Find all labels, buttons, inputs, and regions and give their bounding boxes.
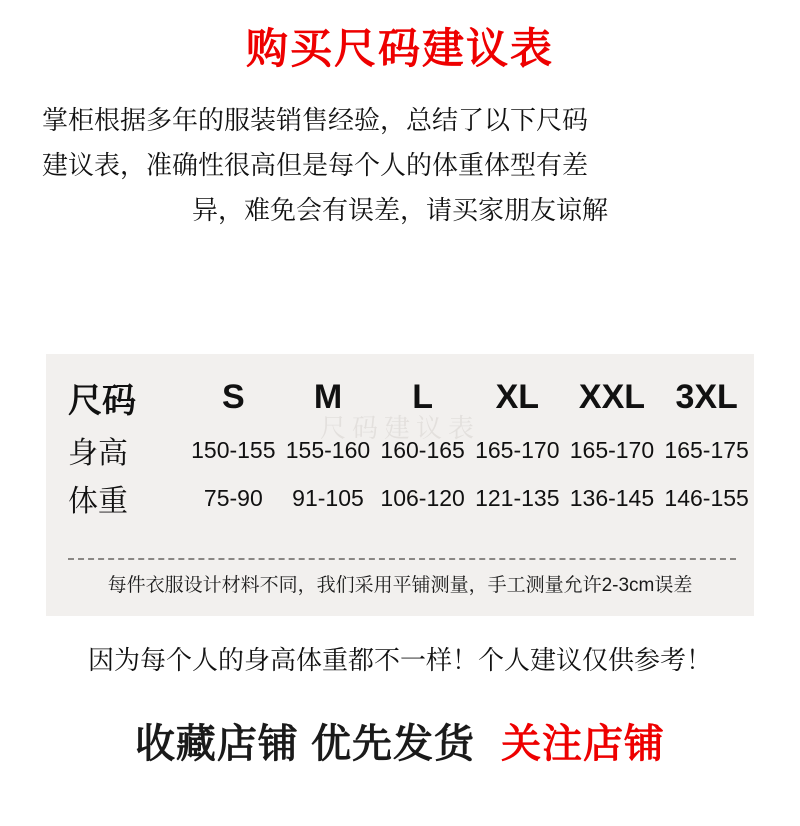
- disclaimer-text: 因为每个人的身高体重都不一样！个人建议仅供参考！: [87, 645, 712, 675]
- height-value-l: 160-165: [380, 436, 465, 463]
- table-header-label: 尺码: [68, 381, 136, 420]
- table-header-row: [46, 368, 754, 426]
- page-title: 购买尺码建议表: [245, 25, 554, 72]
- table-header-size-xxl: XXL: [578, 377, 646, 416]
- size-table-container: [46, 354, 754, 616]
- table-header-size-m: M: [313, 377, 343, 416]
- intro-line-2: 建议表，准确性很高但是每个人的体重体型有差: [42, 149, 589, 180]
- weight-value-m: 91-105: [292, 484, 364, 511]
- table-header-size-s: S: [221, 377, 245, 416]
- height-value-3xl: 165-175: [664, 436, 749, 463]
- intro-line-3: 异，难免会有误差，请买家朋友谅解: [191, 194, 608, 225]
- measurement-note: 每件衣服设计材料不同，我们采用平铺测量，手工测量允许2-3cm误差: [107, 575, 693, 596]
- intro-line-1: 掌柜根据多年的服装销售经验，总结了以下尺码: [42, 105, 589, 136]
- height-value-xxl: 165-170: [569, 436, 655, 463]
- weight-value-3xl: 146-155: [664, 484, 749, 511]
- weight-value-xxl: 136-145: [569, 484, 655, 511]
- weight-value-xl: 121-135: [475, 484, 560, 511]
- table-header-size-l: L: [412, 377, 434, 416]
- height-value-s: 150-155: [191, 436, 276, 463]
- size-chart-page: [0, 26, 800, 826]
- watermark-text: 尺码建议表: [319, 413, 481, 443]
- intro-paragraph: [42, 98, 758, 232]
- favorite-shop-text: 收藏店铺 优先发货: [134, 722, 476, 766]
- height-value-m: 155-160: [285, 436, 371, 463]
- height-value-xl: 165-170: [475, 436, 560, 463]
- table-row: [46, 474, 754, 522]
- table-header-size-xl: XL: [495, 377, 540, 416]
- table-header-size-3xl: 3XL: [675, 377, 738, 416]
- weight-value-s: 75-90: [203, 484, 263, 511]
- table-row: [46, 426, 754, 474]
- footer-banner: [0, 712, 800, 769]
- follow-shop-text: 关注店铺: [501, 722, 666, 766]
- divider: [68, 558, 736, 560]
- row-label-weight: 体重: [68, 485, 128, 518]
- size-table: [46, 368, 754, 522]
- row-label-height: 身高: [68, 437, 128, 470]
- weight-value-l: 106-120: [380, 484, 465, 511]
